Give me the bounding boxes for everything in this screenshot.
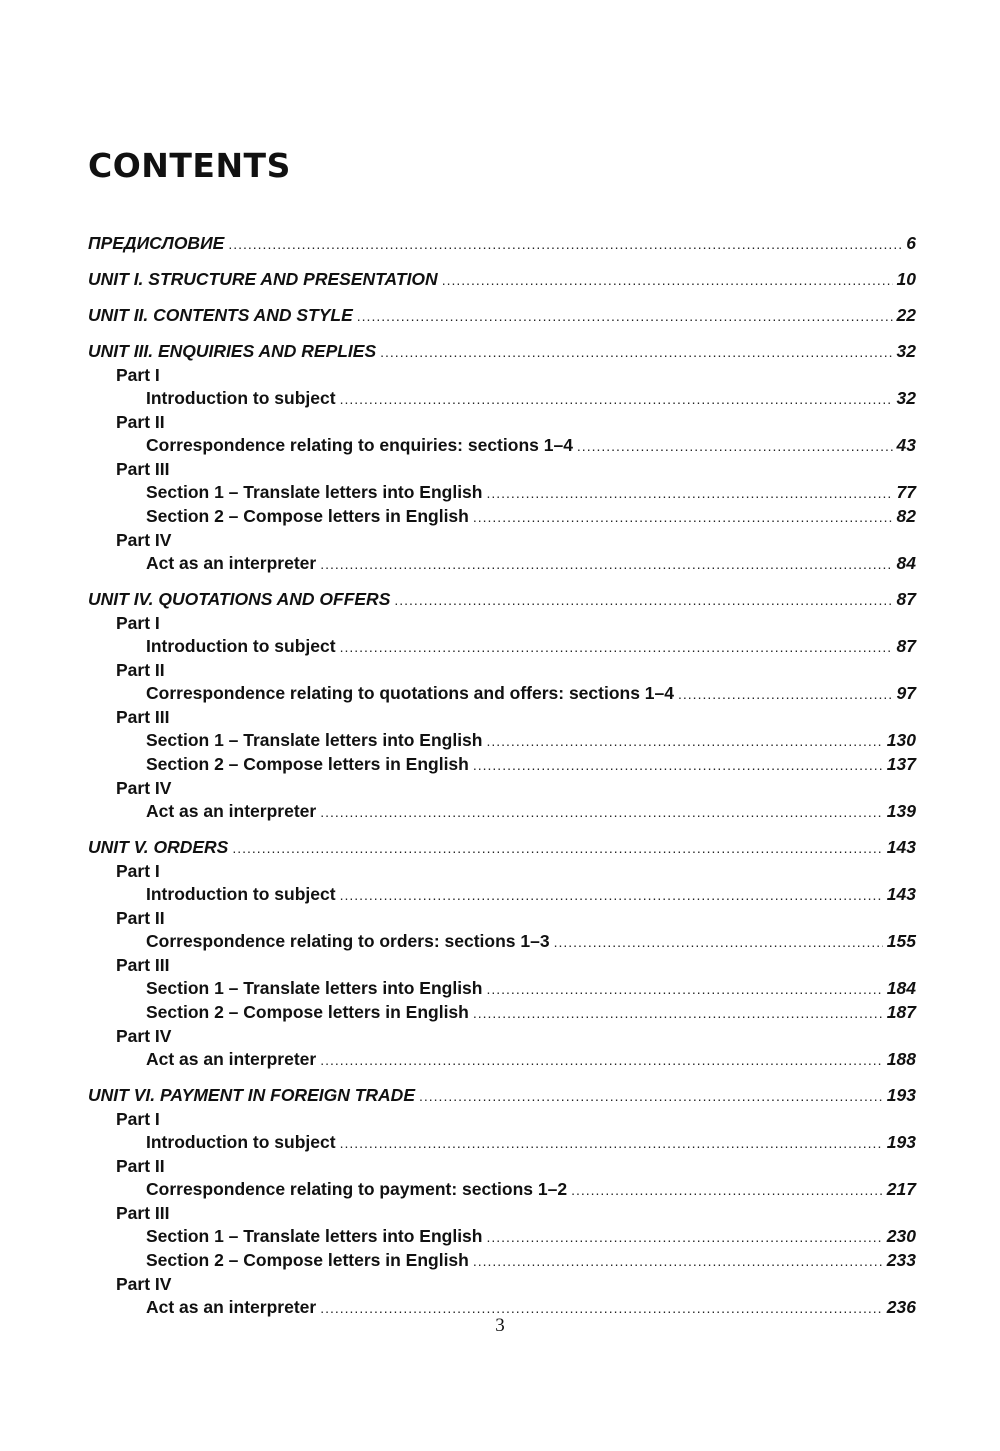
toc-part-title: Part IV: [116, 530, 172, 550]
toc-part[interactable]: [88, 907, 916, 930]
toc-page-number: 87: [896, 636, 916, 656]
toc-unit-title: UNIT II. CONTENTS AND STYLE: [88, 305, 353, 325]
toc-part[interactable]: [88, 659, 916, 682]
toc-entry-title: Act as an interpreter: [146, 553, 317, 573]
toc-part[interactable]: [88, 458, 916, 481]
dot-leader: [678, 683, 893, 706]
dot-leader: [340, 884, 883, 907]
toc-entry[interactable]: [88, 883, 916, 907]
toc-page-number: 188: [886, 1049, 916, 1069]
toc-page-number: 139: [886, 801, 916, 821]
toc-entry-title: Introduction to subject: [146, 636, 336, 656]
toc-entry-title: Act as an interpreter: [146, 1049, 317, 1069]
toc-entry-title: Act as an interpreter: [146, 1297, 317, 1317]
toc-unit[interactable]: [88, 304, 916, 328]
dot-leader: [232, 837, 882, 860]
toc-page-number: 32: [896, 341, 916, 361]
toc-entry[interactable]: [88, 800, 916, 824]
toc-entry[interactable]: [88, 1225, 916, 1249]
toc-entry[interactable]: [88, 505, 916, 529]
toc-page-number: 77: [896, 482, 916, 502]
toc-entry[interactable]: [88, 930, 916, 954]
dot-leader: [357, 305, 893, 328]
toc-page-number: 217: [886, 1179, 916, 1199]
toc-entry[interactable]: [88, 1048, 916, 1072]
toc-entry-title: Section 2 – Compose letters in English: [146, 506, 469, 526]
toc-part[interactable]: [88, 1108, 916, 1131]
toc-page-number: 97: [896, 683, 916, 703]
toc-page-number: 43: [896, 435, 916, 455]
toc-part-title: Part IV: [116, 1026, 172, 1046]
toc-unit[interactable]: [88, 268, 916, 292]
toc-part-title: Part IV: [116, 778, 172, 798]
toc-part[interactable]: [88, 1273, 916, 1296]
toc-entry[interactable]: [88, 387, 916, 411]
toc-entry[interactable]: [88, 1001, 916, 1025]
toc-part[interactable]: [88, 612, 916, 635]
toc-entry[interactable]: [88, 635, 916, 659]
toc-entry[interactable]: [88, 552, 916, 576]
dot-leader: [486, 1226, 882, 1249]
toc-entry-title: Section 2 – Compose letters in English: [146, 754, 469, 774]
toc-entry-title: Introduction to subject: [146, 1132, 336, 1152]
toc-page-number: 84: [896, 553, 916, 573]
toc-part-title: Part I: [116, 613, 160, 633]
toc-unit[interactable]: [88, 340, 916, 364]
dot-leader: [320, 801, 883, 824]
toc-part[interactable]: [88, 529, 916, 552]
dot-leader: [577, 435, 893, 458]
toc-part-title: Part II: [116, 412, 165, 432]
toc-entry-title: Correspondence relating to enquiries: sections 1–4: [146, 435, 573, 455]
toc-entry-title: Introduction to subject: [146, 388, 336, 408]
toc-page-number: 32: [896, 388, 916, 408]
toc-page-number: 137: [886, 754, 916, 774]
dot-leader: [486, 482, 892, 505]
dot-leader: [340, 1132, 883, 1155]
toc-entry-title: Act as an interpreter: [146, 801, 317, 821]
toc-page-number: 236: [886, 1297, 916, 1317]
dot-leader: [394, 589, 892, 612]
toc-entry-title: Section 1 – Translate letters into English: [146, 482, 483, 502]
toc-entry-title: Section 1 – Translate letters into English: [146, 978, 483, 998]
toc-entry-title: Correspondence relating to payment: sections 1–2: [146, 1179, 568, 1199]
toc-part-title: Part II: [116, 908, 165, 928]
toc-page-number: 87: [896, 589, 916, 609]
toc-entry[interactable]: [88, 481, 916, 505]
dot-leader: [473, 754, 883, 777]
toc-unit-title: ПРЕДИСЛОВИЕ: [88, 233, 225, 253]
toc-entry[interactable]: [88, 1249, 916, 1273]
page-heading: CONTENTS: [88, 146, 291, 185]
toc-entry-title: Correspondence relating to quotations and offers: sections 1–4: [146, 683, 675, 703]
toc-part-title: Part II: [116, 660, 165, 680]
toc-entry-title: Section 1 – Translate letters into English: [146, 1226, 483, 1246]
toc-entry[interactable]: [88, 753, 916, 777]
toc-page-number: 187: [886, 1002, 916, 1022]
toc-unit[interactable]: [88, 1084, 916, 1108]
dot-leader: [380, 341, 892, 364]
toc-part[interactable]: [88, 364, 916, 387]
dot-leader: [340, 388, 893, 411]
dot-leader: [442, 269, 893, 292]
toc-part-title: Part I: [116, 365, 160, 385]
toc-page-number: 193: [886, 1085, 916, 1105]
toc-unit-title: UNIT V. ORDERS: [88, 837, 229, 857]
toc-page-number: 184: [886, 978, 916, 998]
toc-page-number: 230: [886, 1226, 916, 1246]
toc-entry-title: Section 2 – Compose letters in English: [146, 1250, 469, 1270]
toc-part-title: Part III: [116, 955, 170, 975]
toc-entry-title: Introduction to subject: [146, 884, 336, 904]
toc-part[interactable]: [88, 777, 916, 800]
toc-unit-title: UNIT VI. PAYMENT IN FOREIGN TRADE: [88, 1085, 415, 1105]
toc-part[interactable]: [88, 954, 916, 977]
toc-part-title: Part III: [116, 459, 170, 479]
toc-entry[interactable]: [88, 434, 916, 458]
toc-part[interactable]: [88, 1025, 916, 1048]
toc-part[interactable]: [88, 1155, 916, 1178]
toc-part[interactable]: [88, 411, 916, 434]
dot-leader: [340, 636, 893, 659]
toc-unit[interactable]: [88, 232, 916, 256]
toc-page-number: 155: [886, 931, 916, 951]
toc-page-number: 10: [896, 269, 916, 289]
toc-part[interactable]: [88, 1202, 916, 1225]
toc-part-title: Part III: [116, 1203, 170, 1223]
toc-page-number: 82: [896, 506, 916, 526]
toc-page-number: 22: [896, 305, 916, 325]
toc-page-number: 193: [886, 1132, 916, 1152]
toc-page-number: 143: [886, 837, 916, 857]
toc-entry[interactable]: [88, 729, 916, 753]
toc-entry[interactable]: [88, 1178, 916, 1202]
toc-page-number: 130: [886, 730, 916, 750]
toc-entry[interactable]: [88, 682, 916, 706]
toc-entry-title: Section 1 – Translate letters into English: [146, 730, 483, 750]
toc-unit-title: UNIT IV. QUOTATIONS AND OFFERS: [88, 589, 391, 609]
dot-leader: [228, 233, 902, 256]
dot-leader: [473, 506, 893, 529]
toc-page-number: 143: [886, 884, 916, 904]
toc-unit-title: UNIT III. ENQUIRIES AND REPLIES: [88, 341, 377, 361]
toc-entry[interactable]: [88, 1131, 916, 1155]
toc-unit[interactable]: [88, 836, 916, 860]
toc-part[interactable]: [88, 706, 916, 729]
dot-leader: [320, 553, 892, 576]
toc-unit-title: UNIT I. STRUCTURE AND PRESENTATION: [88, 269, 438, 289]
toc-page-number: 233: [886, 1250, 916, 1270]
toc-part-title: Part II: [116, 1156, 165, 1176]
table-of-contents: [88, 232, 916, 1320]
toc-entry[interactable]: [88, 977, 916, 1001]
toc-part-title: Part I: [116, 1109, 160, 1129]
dot-leader: [419, 1085, 883, 1108]
dot-leader: [473, 1250, 883, 1273]
page-number: 3: [495, 1315, 505, 1336]
toc-part-title: Part IV: [116, 1274, 172, 1294]
toc-part-title: Part III: [116, 707, 170, 727]
dot-leader: [571, 1179, 883, 1202]
dot-leader: [486, 978, 882, 1001]
dot-leader: [320, 1049, 883, 1072]
dot-leader: [473, 1002, 883, 1025]
toc-part[interactable]: [88, 860, 916, 883]
toc-unit[interactable]: [88, 588, 916, 612]
toc-entry-title: Correspondence relating to orders: sections 1–3: [146, 931, 550, 951]
toc-entry-title: Section 2 – Compose letters in English: [146, 1002, 469, 1022]
dot-leader: [486, 730, 882, 753]
toc-part-title: Part I: [116, 861, 160, 881]
dot-leader: [554, 931, 883, 954]
toc-page-number: 6: [906, 233, 916, 253]
